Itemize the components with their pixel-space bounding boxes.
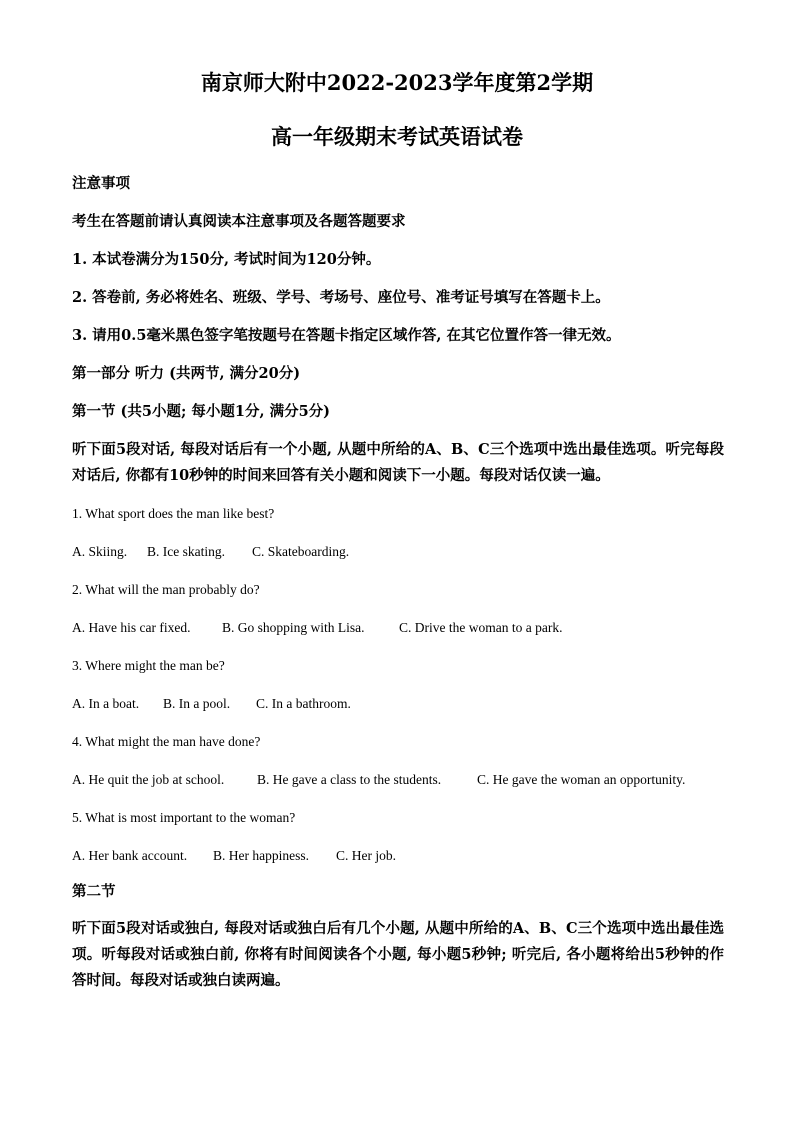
question-3: 3. Where might the man be? xyxy=(72,658,225,673)
option-a: A. Have his car fixed. xyxy=(72,620,191,635)
option-a: A. In a boat. xyxy=(72,696,140,711)
option-b: B. He gave a class to the students. xyxy=(257,772,442,787)
question-1: 1. What sport does the man like best? xyxy=(72,506,275,521)
exam-title-school: 南京师大附中2022-2023学年度第2学期 xyxy=(200,70,594,95)
section1-heading: 第一节 (共5小题; 每小题1分, 满分5分) xyxy=(72,403,331,420)
notice-item-1: 1. 本试卷满分为150分, 考试时间为120分钟。 xyxy=(72,251,381,268)
part1-heading: 第一部分 听力 (共两节, 满分20分) xyxy=(72,365,301,382)
option-b: B. Her happiness. xyxy=(213,848,309,863)
option-c: C. In a bathroom. xyxy=(256,696,351,711)
question-2: 2. What will the man probably do? xyxy=(72,582,260,597)
option-a: A. Her bank account. xyxy=(72,848,188,863)
option-c: C. He gave the woman an opportunity. xyxy=(477,772,686,787)
option-c: C. Skateboarding. xyxy=(252,544,350,559)
option-b: B. Go shopping with Lisa. xyxy=(222,620,365,635)
option-a: A. Skiing. xyxy=(72,544,128,559)
notice-heading: 注意事项 xyxy=(72,175,130,192)
option-c: C. Her job. xyxy=(336,848,396,863)
option-b: B. Ice skating. xyxy=(147,544,225,559)
option-b: B. In a pool. xyxy=(163,696,231,711)
notice-intro: 考生在答题前请认真阅读本注意事项及各题答题要求 xyxy=(72,213,406,230)
exam-title-subject: 高一年级期末考试英语试卷 xyxy=(271,124,523,149)
notice-item-3: 3. 请用0.5毫米黑色签字笔按题号在答题卡指定区域作答, 在其它位置作答一律无效。 xyxy=(72,327,621,344)
option-a: A. He quit the job at school. xyxy=(72,772,225,787)
notice-item-2: 2. 答卷前, 务必将姓名、班级、学号、考场号、座位号、准考证号填写在答题卡上。 xyxy=(72,289,610,306)
question-4: 4. What might the man have done? xyxy=(72,734,261,749)
section2-heading: 第二节 xyxy=(72,883,116,900)
section2-instructions: 听下面5段对话或独白, 每段对话或独白后有几个小题, 从题中所给的A、B、C三个选项中选出最佳选项。听每段对话或独白前, 你将有时间阅读各个小题, 每小题5秒钟; 听完后, 各小题将给出5秒钟的作答时间。每段对话或独白读两遍。 xyxy=(72,920,724,989)
question-5: 5. What is most important to the woman? xyxy=(72,810,296,825)
section1-instructions: 听下面5段对话, 每段对话后有一个小题, 从题中所给的A、B、C三个选项中选出最佳选项。听完每段对话后, 你都有10秒钟的时间来回答有关小题和阅读下一小题。每段对话仅读一遍。 xyxy=(72,441,724,484)
option-c: C. Drive the woman to a park. xyxy=(399,620,563,635)
